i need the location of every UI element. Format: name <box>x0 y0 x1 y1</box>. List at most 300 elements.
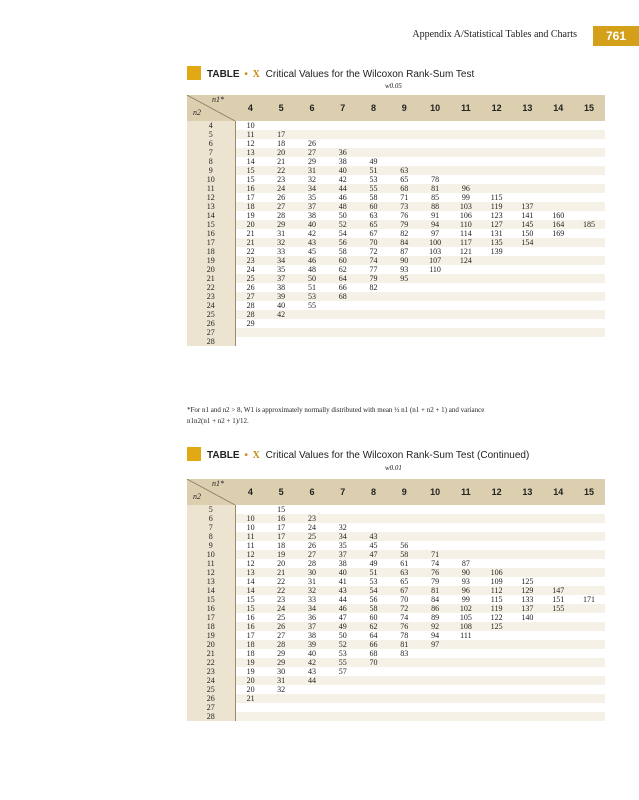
table-cell: 46 <box>327 604 358 613</box>
table-cell <box>481 559 512 568</box>
table-cell: 108 <box>450 622 481 631</box>
table-cell: 160 <box>552 211 565 220</box>
table-cell: 10 <box>235 514 266 523</box>
table-cell: 78 <box>400 631 409 640</box>
table-cell: 36 <box>307 613 316 622</box>
table-cell: 139 <box>490 247 503 256</box>
table-cell: 21 <box>235 238 266 247</box>
table-cell: 71 <box>420 550 451 559</box>
table-cell: 89 <box>431 613 440 622</box>
table2-alpha: w0.01 <box>385 464 402 472</box>
table-cell: 109 <box>490 577 503 586</box>
table-cell <box>512 658 543 667</box>
table-cell <box>327 694 358 703</box>
table-cell: 57 <box>338 667 347 676</box>
n1-label: n1* <box>212 479 224 488</box>
table-cell <box>512 121 543 130</box>
table-cell: 84 <box>389 238 420 247</box>
table-cell: 103 <box>450 202 481 211</box>
table-cell: 11 <box>235 130 266 139</box>
table-cell <box>358 121 389 130</box>
table1-title-text: Critical Values for the Wilcoxon Rank-Sum Test <box>265 69 475 80</box>
column-header: 5 <box>266 95 297 121</box>
table-cell: 88 <box>420 202 451 211</box>
table-cell: 106 <box>459 211 472 220</box>
table-cell <box>574 238 605 247</box>
table-cell: 40 <box>277 301 286 310</box>
column-header: 8 <box>358 479 389 505</box>
table-cell: 51 <box>358 568 389 577</box>
table-cell <box>512 319 543 328</box>
column-header: 7 <box>327 95 358 121</box>
table-cell: 15 <box>246 175 255 184</box>
table-row <box>187 220 605 229</box>
table-row <box>187 622 605 631</box>
table-cell: 93 <box>461 577 470 586</box>
table-cell: 55 <box>327 658 358 667</box>
table-cell <box>574 550 605 559</box>
table-cell <box>481 514 512 523</box>
table-cell <box>389 319 420 328</box>
row-label: 16 <box>187 604 235 613</box>
table-cell <box>266 337 297 346</box>
table-cell: 54 <box>358 586 389 595</box>
table-cell: 37 <box>327 550 358 559</box>
row-label: 20 <box>187 640 235 649</box>
table-cell <box>389 523 420 532</box>
table-cell <box>481 319 512 328</box>
row-label: 4 <box>187 121 235 130</box>
table-cell <box>450 157 481 166</box>
table-cell: 12 <box>235 550 266 559</box>
row-label: 28 <box>187 337 235 346</box>
table-cell <box>512 148 543 157</box>
table-cell: 119 <box>481 604 512 613</box>
table-cell <box>420 337 451 346</box>
table-cell: 58 <box>389 550 420 559</box>
table-row <box>187 184 605 193</box>
table-cell <box>481 532 512 541</box>
column-header: 5 <box>266 479 297 505</box>
table-cell <box>574 184 605 193</box>
table-cell: 26 <box>307 541 316 550</box>
table-cell: 76 <box>389 622 420 631</box>
table-row <box>187 265 605 274</box>
table-cell: 94 <box>420 220 451 229</box>
table-cell: 17 <box>266 532 297 541</box>
table-cell <box>512 265 543 274</box>
table-cell <box>543 613 574 622</box>
table-cell <box>450 658 481 667</box>
table-cell: 19 <box>235 658 266 667</box>
table-cell <box>327 139 358 148</box>
table-row <box>187 166 605 175</box>
table-cell: 31 <box>277 229 286 238</box>
table-row <box>187 175 605 184</box>
table-cell <box>450 685 481 694</box>
table-cell <box>450 676 481 685</box>
column-header: 15 <box>574 479 605 505</box>
table-cell: 105 <box>459 613 472 622</box>
table-cell <box>327 328 358 337</box>
table-cell <box>574 274 605 283</box>
table-cell: 84 <box>431 595 440 604</box>
table-cell <box>574 328 605 337</box>
footnote-line2: n1n2(n1 + n2 + 1)/12. <box>187 417 249 425</box>
table-cell: 56 <box>369 595 378 604</box>
table-cell <box>481 685 512 694</box>
table-cell <box>450 130 481 139</box>
table-row <box>187 139 605 148</box>
table-cell <box>358 319 389 328</box>
table-cell: 46 <box>338 193 347 202</box>
table-cell: 50 <box>338 631 347 640</box>
table-cell: 38 <box>307 631 316 640</box>
table-cell <box>297 337 328 346</box>
row-label: 12 <box>187 568 235 577</box>
table-cell: 19 <box>246 667 255 676</box>
n1-label: n1* <box>212 95 224 104</box>
table-cell: 24 <box>246 265 255 274</box>
table-cell: 102 <box>450 604 481 613</box>
table-cell <box>574 175 605 184</box>
table-cell <box>297 685 328 694</box>
table-cell: 36 <box>327 148 358 157</box>
table-cell <box>481 523 512 532</box>
table-cell: 37 <box>297 622 328 631</box>
table1-title-marker <box>187 66 201 80</box>
table-cell <box>327 676 358 685</box>
table-cell <box>512 175 543 184</box>
table-cell: 112 <box>481 586 512 595</box>
table-cell <box>512 550 543 559</box>
table-cell <box>420 121 451 130</box>
table-cell: 22 <box>246 247 255 256</box>
column-header: 9 <box>389 479 420 505</box>
row-label: 18 <box>187 247 235 256</box>
table-cell: 150 <box>521 229 534 238</box>
table-cell <box>389 694 420 703</box>
table-cell: 66 <box>338 283 347 292</box>
table-cell <box>450 139 481 148</box>
table-row <box>187 703 605 712</box>
row-label: 8 <box>187 532 235 541</box>
table-cell <box>512 559 543 568</box>
table-cell <box>420 157 451 166</box>
table-cell <box>389 667 420 676</box>
row-label: 22 <box>187 658 235 667</box>
table-cell: 169 <box>552 229 565 238</box>
table-cell: 11 <box>246 541 255 550</box>
table-row <box>187 310 605 319</box>
table-cell <box>327 121 358 130</box>
table-cell: 24 <box>266 184 297 193</box>
table-cell <box>543 658 574 667</box>
table-cell: 119 <box>481 202 512 211</box>
table-cell <box>327 685 358 694</box>
table-cell <box>574 667 605 676</box>
table-cell <box>297 121 328 130</box>
table-cell: 58 <box>369 193 378 202</box>
table-cell: 40 <box>327 568 358 577</box>
table-cell <box>481 301 512 310</box>
table-cell <box>512 130 543 139</box>
table-cell <box>297 130 328 139</box>
row-label: 15 <box>187 595 235 604</box>
table-cell: 164 <box>543 220 574 229</box>
table-cell: 14 <box>235 586 266 595</box>
table-cell: 16 <box>266 514 297 523</box>
table-cell: 68 <box>369 649 378 658</box>
table-cell <box>420 676 451 685</box>
table-cell <box>512 631 543 640</box>
row-label: 25 <box>187 310 235 319</box>
table-cell <box>574 166 605 175</box>
table-row <box>187 640 605 649</box>
table-cell: 129 <box>512 586 543 595</box>
table-cell: 44 <box>297 676 328 685</box>
table-cell <box>574 310 605 319</box>
table-cell: 30 <box>277 667 286 676</box>
table-cell <box>574 247 605 256</box>
column-header: 13 <box>512 95 543 121</box>
row-label: 13 <box>187 577 235 586</box>
table-cell <box>420 283 451 292</box>
table-cell <box>266 712 297 721</box>
table-cell <box>543 523 574 532</box>
table-cell <box>420 541 451 550</box>
table-cell: 31 <box>297 166 328 175</box>
row-label: 28 <box>187 712 235 721</box>
footnote-line1: *For n1 and n2 > 8, W1 is approximately normally distributed with mean ½ n1 (n1 + n2 + 1) and variance <box>187 406 485 414</box>
table-cell <box>543 667 574 676</box>
table-cell: 51 <box>358 166 389 175</box>
table-cell <box>450 550 481 559</box>
table-cell <box>481 274 512 283</box>
table-cell: 123 <box>490 211 503 220</box>
table-cell <box>235 703 266 712</box>
table-cell <box>327 712 358 721</box>
table-cell <box>481 148 512 157</box>
table-cell <box>543 148 574 157</box>
table-cell <box>543 166 574 175</box>
table-cell: 87 <box>461 559 470 568</box>
table-cell <box>358 505 389 514</box>
table-cell <box>481 283 512 292</box>
table-cell: 65 <box>400 577 409 586</box>
table-cell <box>481 541 512 550</box>
row-label: 15 <box>187 220 235 229</box>
table-cell: 127 <box>481 220 512 229</box>
table-cell <box>266 121 297 130</box>
table-cell <box>420 532 451 541</box>
table-cell: 39 <box>266 292 297 301</box>
table-cell <box>327 337 358 346</box>
table-cell <box>481 292 512 301</box>
table-cell: 49 <box>369 559 378 568</box>
table-cell <box>512 667 543 676</box>
table-cell <box>512 157 543 166</box>
table-cell <box>574 157 605 166</box>
table-cell <box>420 505 451 514</box>
table-cell <box>574 568 605 577</box>
table-cell: 43 <box>327 586 358 595</box>
table-cell: 68 <box>389 184 420 193</box>
table-cell <box>389 676 420 685</box>
table-cell <box>481 157 512 166</box>
table-cell <box>358 676 389 685</box>
table2-corner-cell <box>187 479 235 505</box>
table-cell: 63 <box>369 211 378 220</box>
table2-header-row <box>187 479 605 505</box>
row-label: 13 <box>187 202 235 211</box>
table-cell <box>512 256 543 265</box>
table-cell: 140 <box>521 613 534 622</box>
table-cell: 34 <box>297 184 328 193</box>
table-cell <box>420 694 451 703</box>
row-label: 27 <box>187 328 235 337</box>
n2-label: n2 <box>193 492 201 501</box>
table-cell: 154 <box>512 238 543 247</box>
row-label: 10 <box>187 175 235 184</box>
row-label: 23 <box>187 667 235 676</box>
table-cell <box>389 121 420 130</box>
table-row <box>187 301 605 310</box>
table-cell <box>543 202 574 211</box>
table-cell <box>358 148 389 157</box>
table-cell: 19 <box>246 211 255 220</box>
table-cell <box>512 676 543 685</box>
table-cell: 63 <box>389 166 420 175</box>
table-cell <box>512 523 543 532</box>
table-row <box>187 505 605 514</box>
table-cell <box>297 505 328 514</box>
table-row <box>187 319 605 328</box>
table-cell <box>481 328 512 337</box>
table-cell <box>574 265 605 274</box>
table-cell <box>574 622 605 631</box>
table-cell <box>358 523 389 532</box>
table-cell <box>574 703 605 712</box>
table-cell <box>574 604 605 613</box>
table-cell <box>543 184 574 193</box>
column-header: 15 <box>574 95 605 121</box>
table-cell: 43 <box>297 238 328 247</box>
table-cell: 35 <box>307 193 316 202</box>
table-cell <box>450 310 481 319</box>
table-cell: 26 <box>277 193 286 202</box>
table-cell: 81 <box>420 586 451 595</box>
table-cell: 58 <box>338 247 347 256</box>
table-cell: 40 <box>297 220 328 229</box>
table-cell <box>389 148 420 157</box>
table2-label: TABLE <box>207 450 240 461</box>
table-cell <box>297 319 328 328</box>
table-cell: 17 <box>266 130 297 139</box>
table-cell: 18 <box>277 541 286 550</box>
table-cell <box>543 505 574 514</box>
table-cell: 23 <box>235 256 266 265</box>
table-cell <box>450 265 481 274</box>
table-cell <box>481 694 512 703</box>
table-cell <box>543 283 574 292</box>
table-cell <box>450 640 481 649</box>
table-cell: 51 <box>307 283 316 292</box>
table-cell: 56 <box>327 238 358 247</box>
column-header: 11 <box>450 95 481 121</box>
table-cell <box>420 658 451 667</box>
table-cell: 20 <box>246 685 255 694</box>
table-cell <box>481 184 512 193</box>
table-cell <box>543 640 574 649</box>
table-cell <box>543 175 574 184</box>
table-cell <box>266 319 297 328</box>
page-number: 761 <box>593 26 639 46</box>
table-cell: 110 <box>429 265 441 274</box>
table-cell: 125 <box>481 622 512 631</box>
column-header: 10 <box>420 479 451 505</box>
table1-label: TABLE <box>207 69 240 80</box>
table-cell: 14 <box>246 577 255 586</box>
table-row <box>187 532 605 541</box>
row-label: 18 <box>187 622 235 631</box>
table-cell <box>481 256 512 265</box>
table-cell: 29 <box>246 319 255 328</box>
table-cell <box>512 505 543 514</box>
table-cell <box>574 148 605 157</box>
table-cell: 106 <box>481 568 512 577</box>
table-cell <box>574 121 605 130</box>
table-cell <box>512 337 543 346</box>
table-cell <box>389 514 420 523</box>
table-cell: 28 <box>307 559 316 568</box>
table-cell <box>543 319 574 328</box>
table-cell: 50 <box>297 274 328 283</box>
table-cell <box>450 301 481 310</box>
row-label: 7 <box>187 148 235 157</box>
table-cell <box>574 229 605 238</box>
table-cell <box>358 310 389 319</box>
table-cell <box>481 337 512 346</box>
table-cell <box>574 631 605 640</box>
table-cell: 52 <box>327 220 358 229</box>
table-cell <box>358 130 389 139</box>
table-cell <box>512 139 543 148</box>
table-cell <box>481 703 512 712</box>
table-cell: 147 <box>543 586 574 595</box>
table-cell: 62 <box>358 622 389 631</box>
table-cell <box>450 337 481 346</box>
table-cell <box>574 685 605 694</box>
table-cell: 53 <box>297 292 328 301</box>
table-cell <box>420 649 451 658</box>
table-cell <box>543 514 574 523</box>
column-header: 11 <box>450 479 481 505</box>
table-cell: 133 <box>521 595 534 604</box>
table-cell <box>543 157 574 166</box>
table-cell <box>543 193 574 202</box>
table-cell: 20 <box>266 148 297 157</box>
table-cell: 16 <box>235 184 266 193</box>
table-cell <box>574 532 605 541</box>
table-row <box>187 568 605 577</box>
table-cell: 42 <box>307 229 316 238</box>
table-cell: 18 <box>235 640 266 649</box>
table-row <box>187 193 605 202</box>
table-cell <box>420 139 451 148</box>
table-cell: 115 <box>490 193 503 202</box>
table-cell: 50 <box>338 211 347 220</box>
